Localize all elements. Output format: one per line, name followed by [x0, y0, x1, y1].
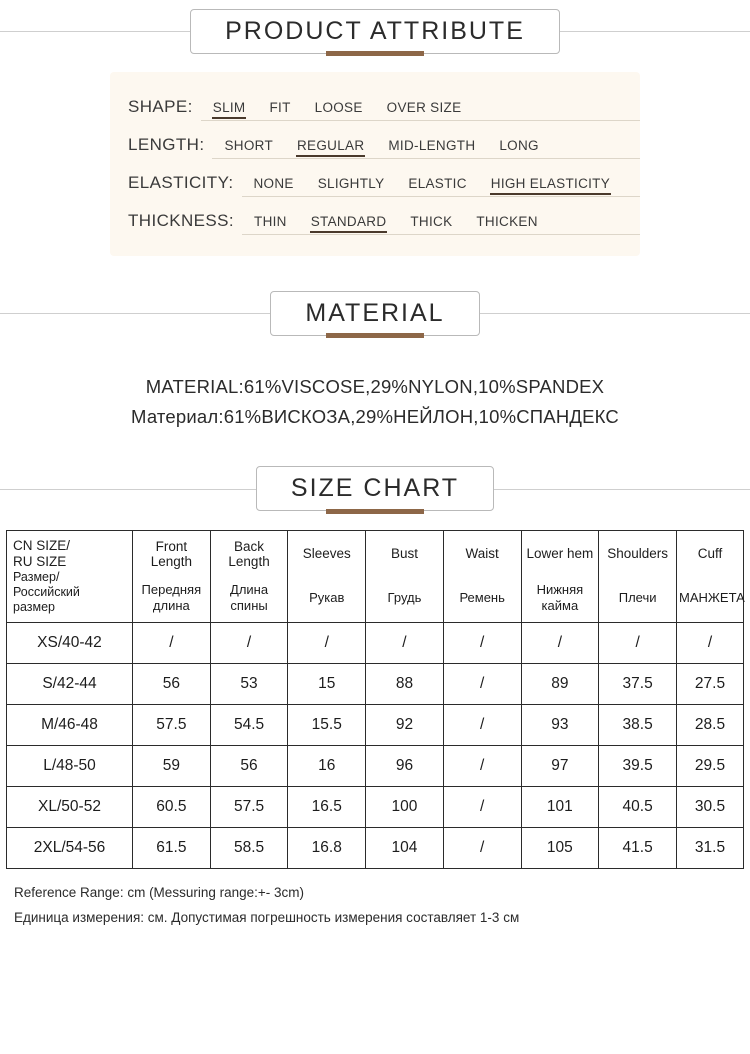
table-row [7, 827, 744, 868]
row-size: M/46-48 [7, 704, 133, 745]
cell-lower-hem: 101 [521, 786, 599, 827]
header-sleeves-ru: Рукав [288, 576, 366, 622]
table-row [7, 786, 744, 827]
cell-back-length: 57.5 [210, 786, 288, 827]
cell-lower-hem: 93 [521, 704, 599, 745]
header-size-ru1: Размер/ [13, 570, 60, 585]
header-bust-ru: Грудь [366, 576, 444, 622]
cell-shoulders: 41.5 [599, 827, 677, 868]
table-header-row-en [7, 530, 744, 576]
header-front-length-en: Front Length [133, 530, 211, 576]
table-row [7, 704, 744, 745]
cell-lower-hem: / [521, 622, 599, 663]
cell-waist: / [443, 786, 521, 827]
cell-waist: / [443, 827, 521, 868]
cell-bust: 92 [366, 704, 444, 745]
footnote-ru: Единица измерения: см. Допустимая погрешность измерения составляет 1-3 см [14, 909, 520, 925]
cell-sleeves: 16.8 [288, 827, 366, 868]
cell-shoulders: 40.5 [599, 786, 677, 827]
cell-shoulders: 39.5 [599, 745, 677, 786]
attribute-label-elasticity: ELASTICITY: [128, 173, 234, 192]
header-size-ru2: Российский [13, 585, 80, 600]
attribute-option-elastic[interactable]: ELASTIC [408, 176, 467, 191]
header-waist-en: Waist [443, 530, 521, 576]
attribute-option-regular[interactable]: REGULAR [285, 138, 376, 153]
attribute-options-elasticity [242, 176, 641, 197]
cell-bust: 88 [366, 663, 444, 704]
attribute-option-mid-length[interactable]: MID-LENGTH [388, 138, 476, 153]
attribute-row-shape [110, 90, 640, 128]
attribute-option-high-elasticity[interactable]: HIGH ELASTICITY [479, 176, 622, 191]
header-sleeves-en: Sleeves [288, 530, 366, 576]
cell-sleeves: 15 [288, 663, 366, 704]
cell-bust: 96 [366, 745, 444, 786]
footnotes [0, 869, 750, 947]
cell-front-length: 60.5 [133, 786, 211, 827]
cell-shoulders: 37.5 [599, 663, 677, 704]
cell-back-length: / [210, 622, 288, 663]
attribute-option-slightly[interactable]: SLIGHTLY [317, 176, 385, 191]
cell-cuff: 27.5 [677, 663, 744, 704]
material-block [0, 372, 750, 432]
cell-front-length: 59 [133, 745, 211, 786]
attribute-options-shape [201, 100, 640, 121]
attribute-option-standard[interactable]: STANDARD [299, 214, 399, 229]
cell-front-length: 56 [133, 663, 211, 704]
material-line-ru: Материал:61%ВИСКОЗА,29%НЕЙЛОН,10%СПАНДЕКС [131, 405, 619, 427]
cell-waist: / [443, 704, 521, 745]
footnote-en: Reference Range: cm (Messuring range:+- 3cm) [14, 884, 304, 900]
header-lower-hem-en: Lower hem [521, 530, 599, 576]
cell-back-length: 58.5 [210, 827, 288, 868]
header-back-length-en: Back Length [210, 530, 288, 576]
attribute-option-thick[interactable]: THICK [410, 214, 453, 229]
product-attribute-title: PRODUCT ATTRIBUTE [190, 9, 560, 54]
cell-bust: 104 [366, 827, 444, 868]
attribute-option-long[interactable]: LONG [499, 138, 539, 153]
attribute-label-thickness: THICKNESS: [128, 211, 235, 230]
header-size-ru3: размер [13, 599, 55, 614]
header-waist-ru: Ремень [443, 576, 521, 622]
size-chart-header [0, 458, 750, 520]
header-bust-en: Bust [366, 530, 444, 576]
header-accent-bar [326, 51, 424, 56]
cell-lower-hem: 89 [521, 663, 599, 704]
product-attribute-header [0, 0, 750, 62]
row-size: XL/50-52 [7, 786, 133, 827]
attribute-option-thicken[interactable]: THICKEN [476, 214, 538, 229]
header-cuff-ru: МАНЖЕТА [677, 576, 744, 622]
header-back-length-ru: Длина спины [210, 576, 288, 622]
row-size: L/48-50 [7, 745, 133, 786]
attribute-option-loose[interactable]: LOOSE [314, 100, 363, 115]
attribute-label-shape: SHAPE: [128, 97, 193, 116]
header-size-cell [7, 530, 133, 622]
cell-lower-hem: 105 [521, 827, 599, 868]
row-size: XS/40-42 [7, 622, 133, 663]
row-size: 2XL/54-56 [7, 827, 133, 868]
attribute-card [110, 72, 640, 256]
cell-front-length: / [133, 622, 211, 663]
cell-cuff: 29.5 [677, 745, 744, 786]
attribute-row-elasticity [110, 166, 640, 204]
cell-sleeves: 16 [288, 745, 366, 786]
table-row [7, 663, 744, 704]
cell-front-length: 57.5 [133, 704, 211, 745]
header-cuff-en: Cuff [677, 530, 744, 576]
row-size: S/42-44 [7, 663, 133, 704]
header-size-en1: CN SIZE/ [13, 537, 71, 553]
cell-cuff: 31.5 [677, 827, 744, 868]
cell-bust: / [366, 622, 444, 663]
material-title: MATERIAL [270, 291, 479, 336]
material-header [0, 282, 750, 344]
table-row [7, 622, 744, 663]
cell-back-length: 53 [210, 663, 288, 704]
header-lower-hem-ru: Нижняя кайма [521, 576, 599, 622]
table-row [7, 745, 744, 786]
cell-waist: / [443, 745, 521, 786]
cell-sleeves: 15.5 [288, 704, 366, 745]
header-shoulders-ru: Плечи [599, 576, 677, 622]
attribute-options-length [212, 138, 640, 159]
attribute-option-short[interactable]: SHORT [224, 138, 273, 153]
cell-bust: 100 [366, 786, 444, 827]
cell-back-length: 54.5 [210, 704, 288, 745]
header-front-length-ru: Передняя длина [133, 576, 211, 622]
attribute-option-fit[interactable]: FIT [269, 100, 291, 115]
attribute-option-none[interactable]: NONE [253, 176, 294, 191]
header-accent-bar [326, 509, 424, 514]
attribute-option-thin[interactable]: THIN [254, 214, 287, 229]
attribute-option-slim[interactable]: SLIM [201, 100, 258, 115]
size-chart-wrapper [0, 530, 750, 869]
attribute-option-over-size[interactable]: OVER SIZE [386, 100, 462, 115]
cell-lower-hem: 97 [521, 745, 599, 786]
attribute-label-length: LENGTH: [128, 135, 205, 154]
attribute-row-thickness [110, 204, 640, 242]
cell-waist: / [443, 622, 521, 663]
cell-back-length: 56 [210, 745, 288, 786]
attribute-row-length [110, 128, 640, 166]
header-shoulders-en: Shoulders [599, 530, 677, 576]
cell-waist: / [443, 663, 521, 704]
cell-cuff: 28.5 [677, 704, 744, 745]
cell-sleeves: / [288, 622, 366, 663]
header-size-en2: RU SIZE [13, 554, 67, 570]
cell-shoulders: 38.5 [599, 704, 677, 745]
material-line-en: MATERIAL:61%VISCOSE,29%NYLON,10%SPANDEX [145, 376, 605, 397]
cell-cuff: / [677, 622, 744, 663]
size-chart-title: SIZE CHART [256, 466, 494, 511]
attribute-options-thickness [242, 214, 640, 235]
cell-shoulders: / [599, 622, 677, 663]
header-accent-bar [326, 333, 424, 338]
cell-sleeves: 16.5 [288, 786, 366, 827]
cell-cuff: 30.5 [677, 786, 744, 827]
size-chart-table [6, 530, 744, 869]
cell-front-length: 61.5 [133, 827, 211, 868]
